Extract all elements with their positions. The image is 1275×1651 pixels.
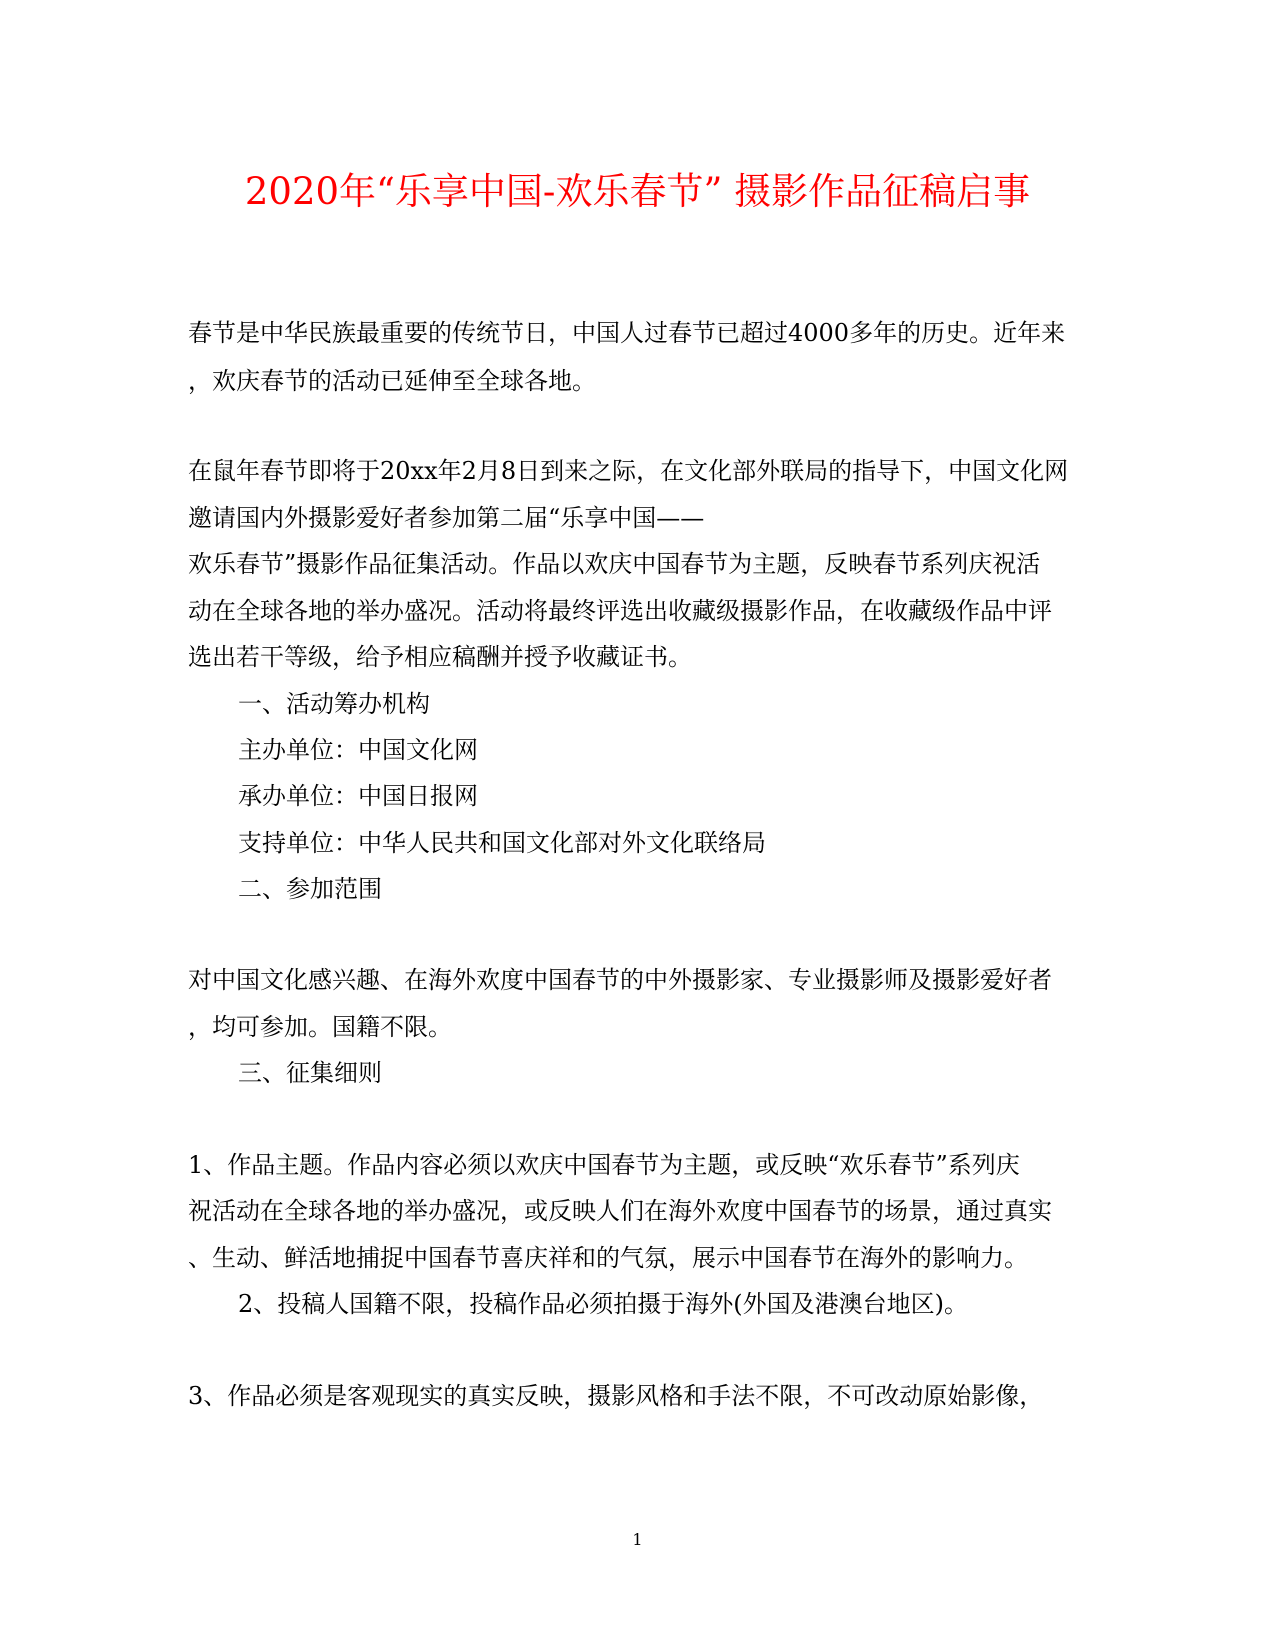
paragraph-line: ，欢庆春节的活动已延伸至全球各地。: [188, 367, 596, 395]
paragraph-line: 动在全球各地的举办盛况。活动将最终评选出收藏级摄影作品，在收藏级作品中评: [188, 597, 1052, 625]
paragraph-line: 2、投稿人国籍不限，投稿作品必须拍摄于海外(外国及港澳台地区)。: [238, 1290, 968, 1318]
paragraph-line: 选出若干等级，给予相应稿酬并授予收藏证书。: [188, 643, 692, 671]
paragraph-line: 在鼠年春节即将于20xx年2月8日到来之际，在文化部外联局的指导下，中国文化网: [188, 457, 1069, 485]
document-title: 2020年“乐享中国-欢乐春节” 摄影作品征稿启事: [244, 170, 1031, 213]
paragraph-line: 欢乐春节”摄影作品征集活动。作品以欢庆中国春节为主题，反映春节系列庆祝活: [188, 550, 1041, 578]
paragraph-line: 祝活动在全球各地的举办盛况，或反映人们在海外欢度中国春节的场景，通过真实: [188, 1197, 1052, 1225]
organizer-line: 支持单位：中华人民共和国文化部对外文化联络局: [238, 829, 766, 857]
section-heading: 三、征集细则: [238, 1059, 382, 1087]
page-number: 1: [632, 1530, 643, 1549]
paragraph-line: 春节是中华民族最重要的传统节日，中国人过春节已超过4000多年的历史。近年来: [188, 319, 1066, 347]
paragraph-line: ，均可参加。国籍不限。: [188, 1013, 452, 1041]
paragraph-line: 邀请国内外摄影爱好者参加第二届“乐享中国——: [188, 504, 705, 532]
section-heading: 二、参加范围: [238, 875, 382, 903]
organizer-line: 主办单位：中国文化网: [238, 736, 478, 764]
paragraph-line: 3、作品必须是客观现实的真实反映，摄影风格和手法不限，不可改动原始影像，: [188, 1382, 1044, 1410]
paragraph-line: 对中国文化感兴趣、在海外欢度中国春节的中外摄影家、专业摄影师及摄影爱好者: [188, 966, 1052, 994]
paragraph-line: 1、作品主题。作品内容必须以欢庆中国春节为主题，或反映“欢乐春节”系列庆: [188, 1151, 1020, 1179]
organizer-line: 承办单位：中国日报网: [238, 782, 478, 810]
section-heading: 一、活动筹办机构: [238, 690, 430, 718]
paragraph-line: 、生动、鲜活地捕捉中国春节喜庆祥和的气氛，展示中国春节在海外的影响力。: [188, 1244, 1028, 1272]
